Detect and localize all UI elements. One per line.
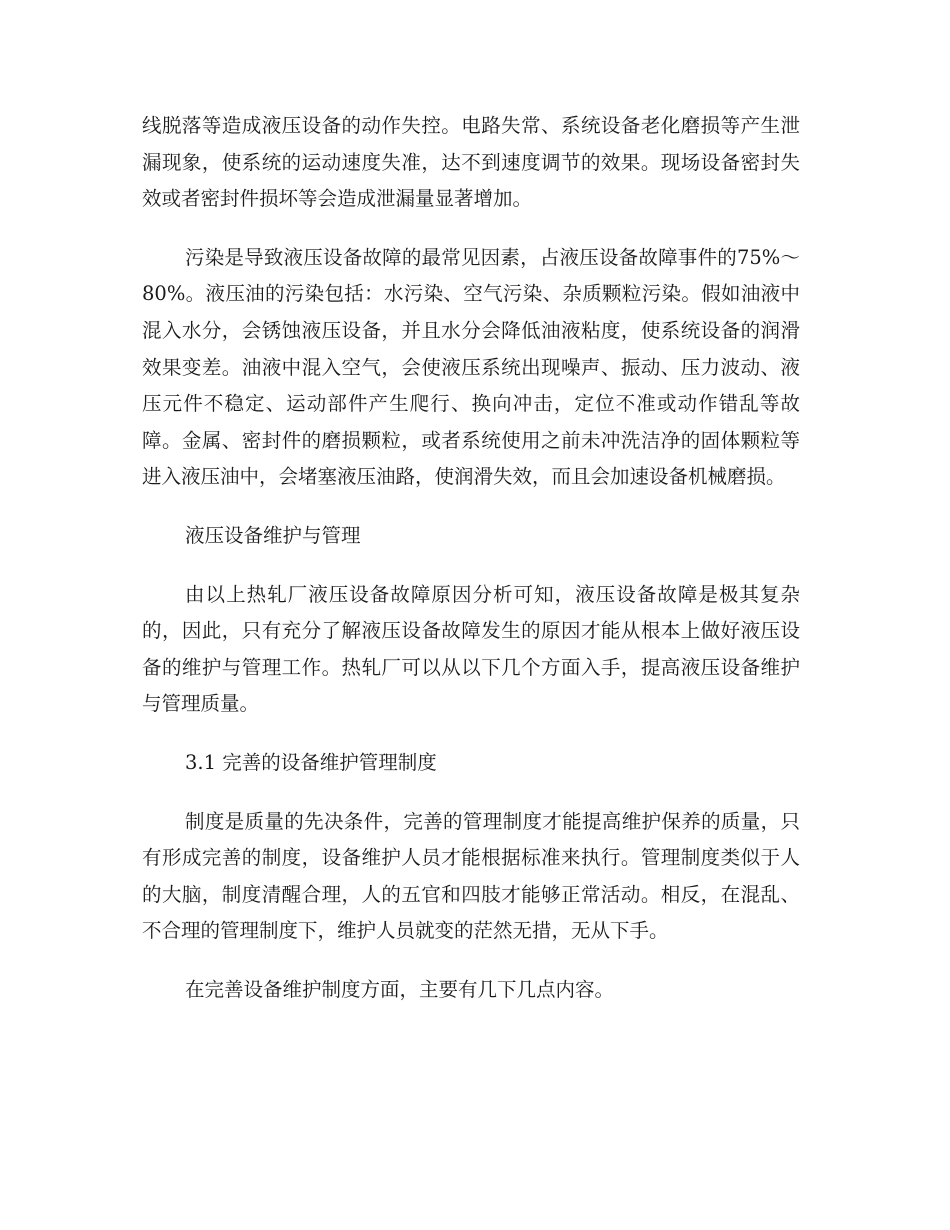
subsection-heading-3-1: 3.1 完善的设备维护管理制度 [185,750,437,774]
document-body [142,108,800,1030]
paragraph-maintenance-intro: 由以上热轧厂液压设备故障原因分析可知，液压设备故障是极其复杂的，因此，只有充分了解液压设备故障发生的原因才能从根本上做好液压设备的维护与管理工作。热轧厂可以从以下几个方面入手，提高液压设备维护与管理质量。 [142,582,800,716]
section-heading-maintenance: 液压设备维护与管理 [185,523,361,547]
paragraph-key-points: 在完善设备维护制度方面，主要有几下几点内容。 [185,977,615,1001]
paragraph-management-system: 制度是质量的先决条件，完善的管理制度才能提高维护保养的质量，只有形成完善的制度，设备维护人员才能根据标准来执行。管理制度类似于人的大脑，制度清醒合理，人的五官和四肢才能够正常活动。相反，在混乱、不合理的管理制度下，维护人员就变的茫然无措，无从下手。 [142,809,800,943]
paragraph-leakage-continued: 线脱落等造成液压设备的动作失控。电路失常、系统设备老化磨损等产生泄漏现象，使系统的运动速度失准，达不到速度调节的效果。现场设备密封失效或者密封件损坏等会造成泄漏量显著增加。 [142,114,800,211]
paragraph-contamination: 污染是导致液压设备故障的最常见因素，占液压设备故障事件的75%～80%。液压油的污染包括：水污染、空气污染、杂质颗粒污染。假如油液中混入水分，会锈蚀液压设备，并且水分会降低油液粘度，使系统设备的润滑效果变差。油液中混入空气，会使液压系统出现噪声、振动、压力波动、液压元件不稳定、运动部件产生爬行、换向冲击，定位不准或动作错乱等故障。金属、密封件的磨损颗粒，或者系统使用之前未冲洗洁净的固体颗粒等进入液压油中，会堵塞液压油路，使润滑失效，而且会加速设备机械磨损。 [142,245,800,489]
